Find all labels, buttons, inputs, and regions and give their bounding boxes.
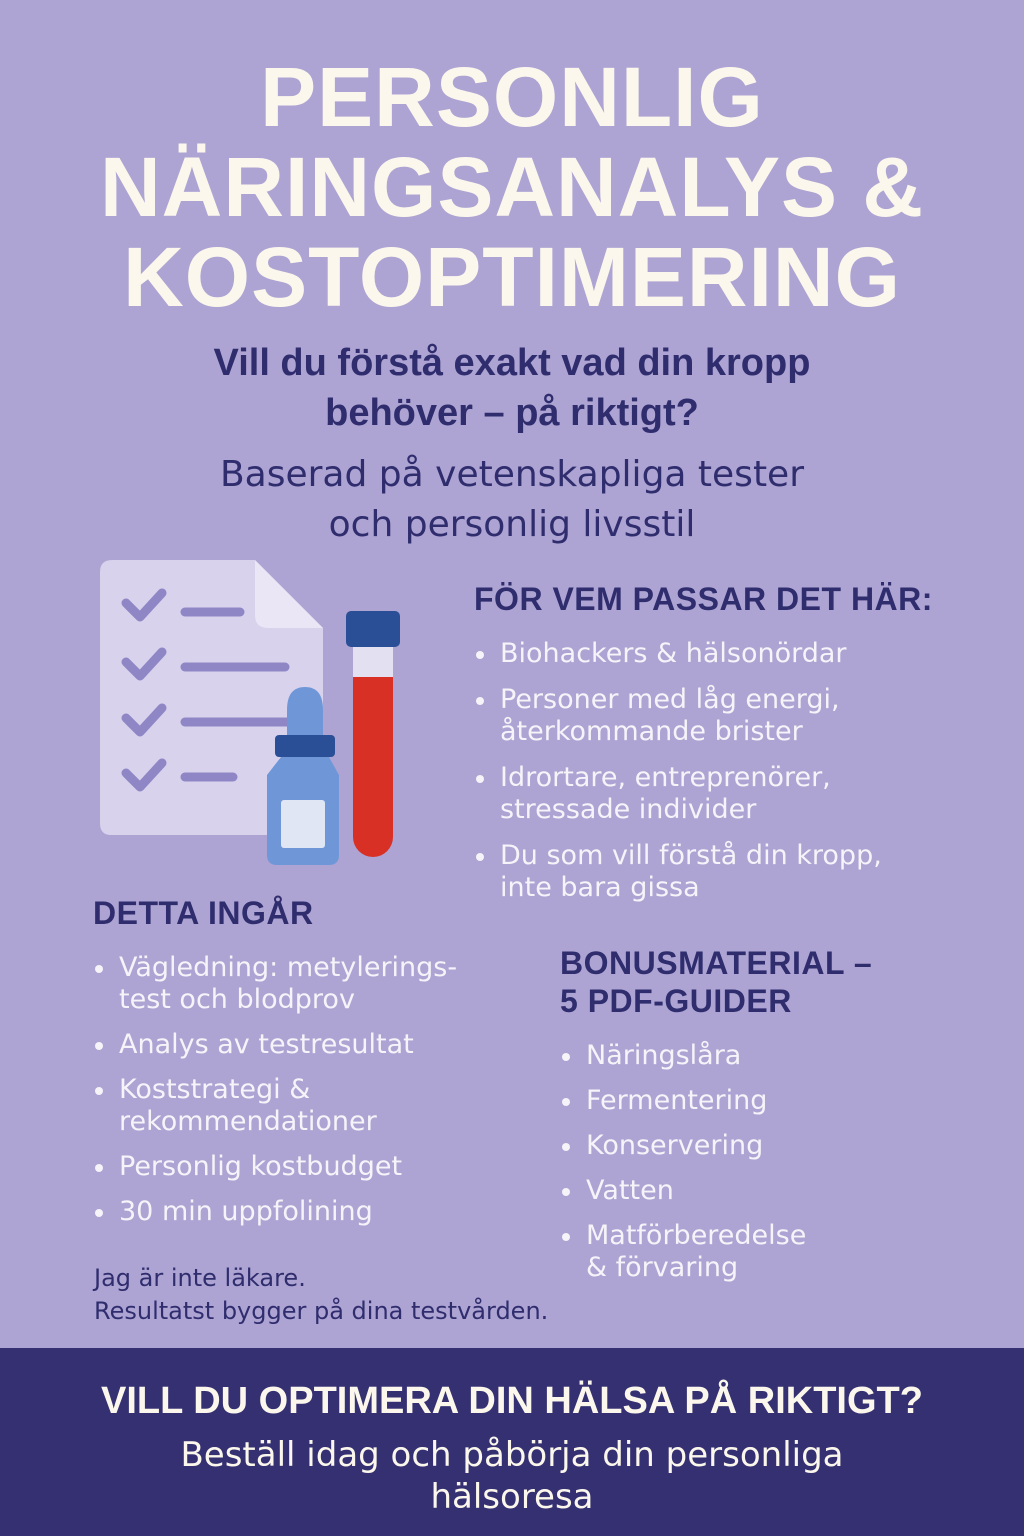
included-section <box>93 894 533 1241</box>
subtitle-line: Vill du förstå exakt vad din kropp <box>213 342 811 384</box>
included-heading: DETTA INGÅR <box>93 895 314 931</box>
list-item-line: Näringslåra <box>586 1040 742 1071</box>
list-item-line: Personlig kostbudget <box>119 1151 403 1182</box>
bonus-heading-line: BONUSMATERIAL – <box>560 945 873 981</box>
title-line: NÄRINGSANALYS & <box>100 140 924 234</box>
list-item <box>93 952 533 1016</box>
bonus-list <box>560 1040 1000 1284</box>
list-item-line: Koststrategi & <box>119 1074 311 1105</box>
list-item <box>560 1085 1000 1117</box>
list-item-line: Du som vill förstå din kropp, <box>500 840 882 871</box>
title-line: PERSONLIG <box>260 50 764 144</box>
audience-list <box>474 638 1014 904</box>
cta-text-line: hälsoresa <box>430 1477 594 1517</box>
list-item-line: test och blodprov <box>119 984 355 1015</box>
cta-heading: VILL DU OPTIMERA DIN HÄLSA PÅ RIKTIGT? <box>101 1380 923 1422</box>
included-list <box>93 952 533 1228</box>
illustration-svg <box>95 555 415 875</box>
list-item-line: Biohackers & hälsonördar <box>500 638 847 669</box>
list-item <box>93 1151 533 1183</box>
tagline <box>0 450 1024 550</box>
page-title <box>0 52 1024 322</box>
list-item <box>560 1220 1000 1284</box>
list-item-line: Vägledning: metylerings- <box>119 952 458 983</box>
cta-text <box>0 1434 1024 1518</box>
list-item <box>560 1130 1000 1162</box>
list-item-line: Matförberedelse <box>586 1220 807 1251</box>
list-item <box>560 1040 1000 1072</box>
blood-test-tube-icon <box>346 611 400 857</box>
test-kit-illustration <box>95 555 415 875</box>
list-item <box>474 684 1014 748</box>
list-item-line: Analys av testresultat <box>119 1029 414 1060</box>
list-item-line: 30 min uppfolining <box>119 1196 373 1227</box>
list-item <box>474 840 1014 904</box>
list-item <box>560 1175 1000 1207</box>
subtitle-line: behöver – på riktigt? <box>325 392 699 434</box>
list-item-line: & förvaring <box>586 1252 739 1283</box>
bonus-heading <box>560 944 1000 1020</box>
list-item-line: Fermentering <box>586 1085 768 1116</box>
cta-banner <box>0 1348 1024 1536</box>
list-item-line: rekommendationer <box>119 1106 377 1137</box>
list-item <box>93 1196 533 1228</box>
list-item-line: Vatten <box>586 1175 674 1206</box>
list-item <box>474 638 1014 670</box>
disclaimer <box>94 1262 614 1328</box>
subtitle <box>0 338 1024 438</box>
audience-heading: FÖR VEM PASSAR DET HÄR: <box>474 581 933 617</box>
list-item <box>474 762 1014 826</box>
title-line: KOSTOPTIMERING <box>123 230 901 324</box>
list-item-line: Idrortare, entreprenörer, <box>500 762 831 793</box>
list-item-line: återkommande brister <box>500 716 803 747</box>
disclaimer-line: Jag är inte läkare. <box>94 1264 306 1292</box>
list-item <box>93 1029 533 1061</box>
list-item-line: Personer med låg energi, <box>500 684 840 715</box>
list-item-line: stressade individer <box>500 794 757 825</box>
bonus-heading-line: 5 PDF-GUIDER <box>560 983 792 1019</box>
list-item-line: Konservering <box>586 1130 764 1161</box>
list-item <box>93 1074 533 1138</box>
audience-section <box>474 580 1014 918</box>
list-item-line: inte bara gissa <box>500 872 700 903</box>
disclaimer-line: Resultatst bygger på dina testvården. <box>94 1297 549 1325</box>
bonus-section <box>560 944 1000 1297</box>
tagline-line: Baserad på vetenskapliga tester <box>219 454 805 495</box>
cta-text-line: Beställ idag och påbörja din personliga <box>180 1435 844 1475</box>
tagline-line: och personlig livsstil <box>328 504 696 545</box>
